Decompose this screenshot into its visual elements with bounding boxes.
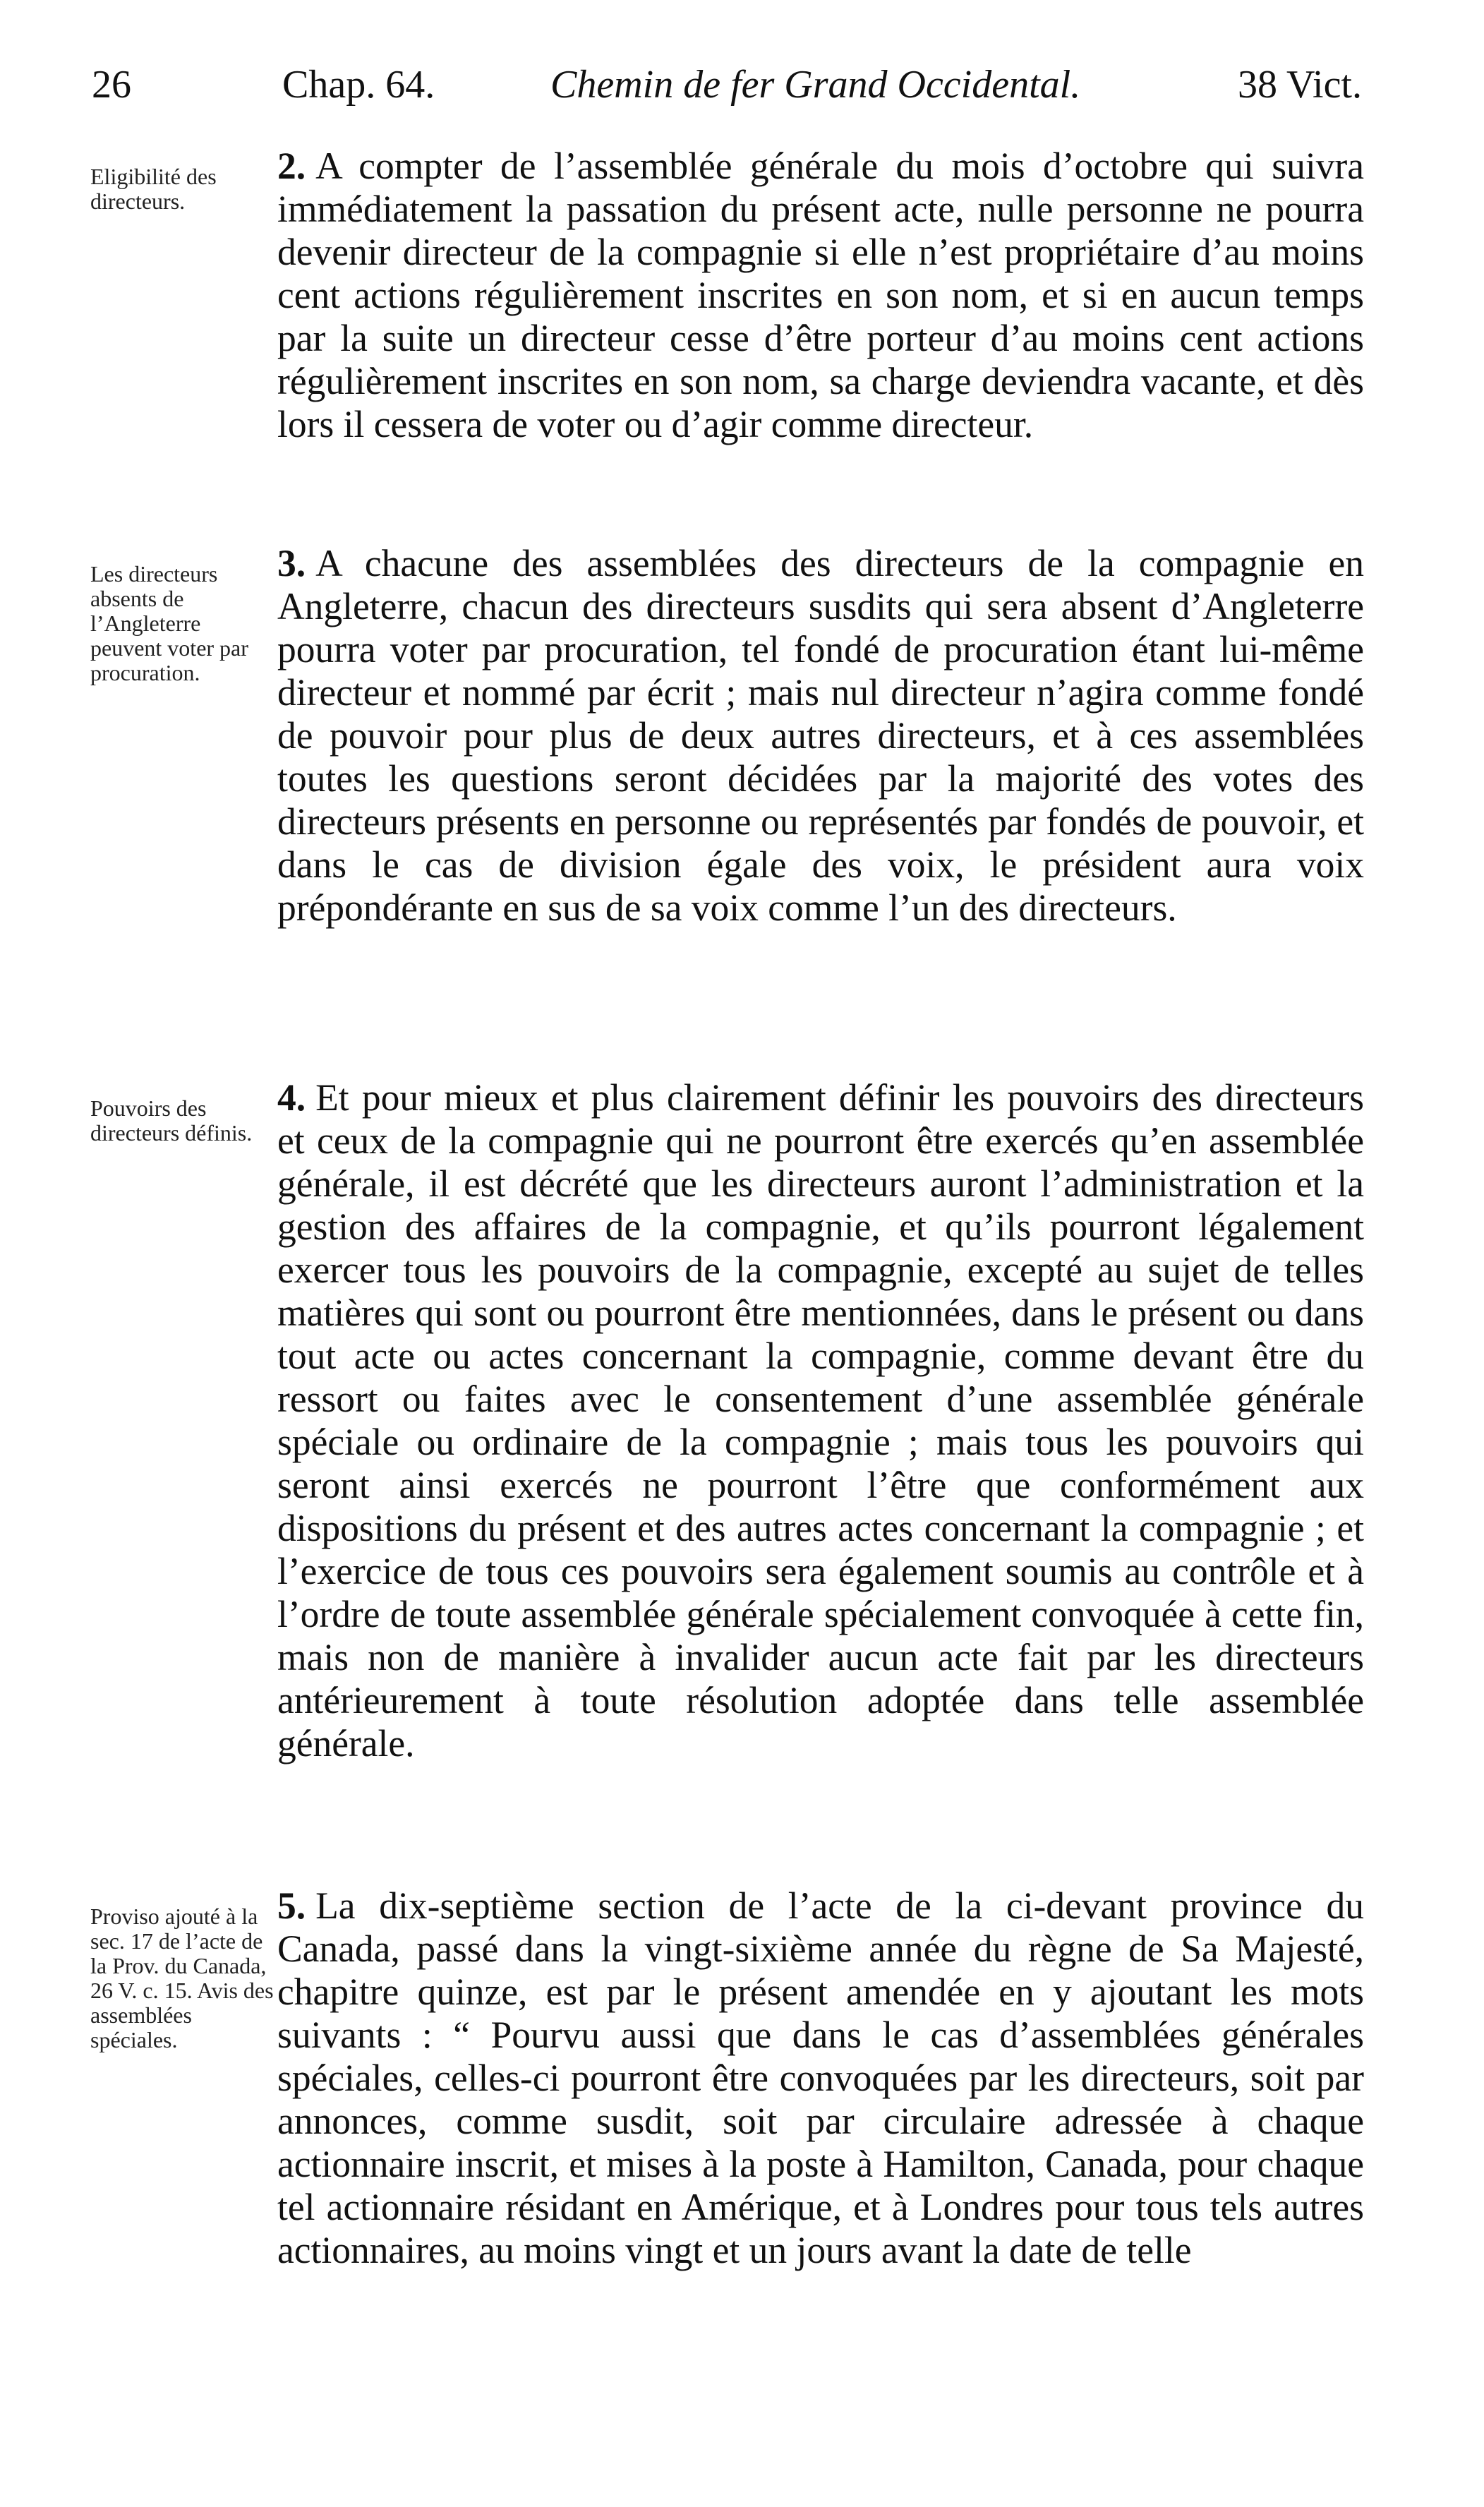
section-number: 2. [277, 145, 306, 187]
act-title: Chemin de fer Grand Occidental. [550, 63, 1081, 107]
margin-note: Les directeurs absents de l’Angleterre peuvent voter par procuration. [90, 561, 248, 685]
section-number: 3. [277, 542, 306, 584]
regnal-year: 38 Vict. [1237, 63, 1362, 107]
section-body [277, 145, 1364, 446]
running-header [92, 62, 1362, 119]
section-number: 5. [277, 1884, 306, 1927]
margin-note: Eligibilité des directeurs. [90, 164, 217, 214]
section-text: A compter de l’assemblée générale du mois d’octobre qui suivra immédiatement la passation du présent acte, nulle personne ne pourra devenir directeur de la compagnie si elle n’est propriétaire d’au moins cent actions régulièrement inscrites en son nom, et si en aucun temps par la suite un directeur cesse d’être porteur d’au moins cent actions régulièrement inscrites en son nom, sa charge deviendra vacante, et dès lors il cessera de voter ou d’agir comme directeur. [277, 145, 1364, 445]
margin-note: Proviso ajouté à la sec. 17 de l’acte de la Prov. du Canada, 26 V. c. 15. Avis des assemblées spéciales. [90, 1904, 274, 2052]
section-body [277, 1884, 1364, 2272]
section-text: A chacune des assemblées des directeurs de la compagnie en Angleterre, chacun des directeurs susdits qui sera absent d’Angleterre pourra voter par procuration, tel fondé de procuration étant lui-même directeur et nommé par écrit ; mais nul directeur n’agira comme fondé de pouvoir pour plus de deux autres directeurs, et à ces assemblées toutes les questions seront décidées par la majorité des votes des directeurs présents en personne ou représentés par fondés de pouvoir, et dans le cas de division égale des voix, le président aura voix prépondérante en sus de sa voix comme l’un des directeurs. [277, 542, 1364, 929]
page-number: 26 [92, 63, 131, 107]
margin-note: Pouvoirs des directeurs définis. [90, 1095, 253, 1146]
section-number: 4. [277, 1076, 306, 1119]
section-body [277, 542, 1364, 930]
section-text: Et pour mieux et plus clairement définir les pouvoirs des directeurs et ceux de la compagnie qui ne pourront être exercés qu’en assemblée générale, il est décrété que les directeurs auront l’administration et la gestion des affaires de la compagnie, et qu’ils pourront légalement exercer tous les pouvoirs de la compagnie, excepté au sujet de telles matières qui sont ou pourront être mentionnées, dans le présent ou dans tout acte ou actes concernant la compagnie, comme devant être du ressort ou faites avec le consentement d’une assemblée générale spéciale ou ordinaire de la compagnie ; mais tous les pouvoirs qui seront ainsi exercés ne pourront l’être que conformément aux dispositions du présent et des autres actes concernant la compagnie ; et l’exercice de tous ces pouvoirs sera également soumis au contrôle et à l’ordre de toute assemblée générale spécialement convoquée à cette fin, mais non de manière à invalider aucun acte fait par les directeurs antérieurement à toute résolution adoptée dans telle assemblée générale. [277, 1076, 1364, 1764]
section-body [277, 1076, 1364, 1765]
section-text: La dix-septième section de l’acte de la ci-devant province du Canada, passé dans la vingt-sixième année du règne de Sa Majesté, chapitre quinze, est par le présent amendée en y ajoutant les mots suivants : “ Pourvu aussi que dans le cas d’assemblées générales spéciales, celles-ci pourront être convoquées par les directeurs, soit par annonces, comme susdit, soit par circulaire adressée à chaque actionnaire inscrit, et mises à la poste à Hamilton, Canada, pour chaque tel actionnaire résidant en Amérique, et à Londres pour tous tels autres actionnaires, au moins vingt et un jours avant la date de telle [277, 1884, 1364, 2271]
chapter-label: Chap. 64. [282, 63, 435, 107]
